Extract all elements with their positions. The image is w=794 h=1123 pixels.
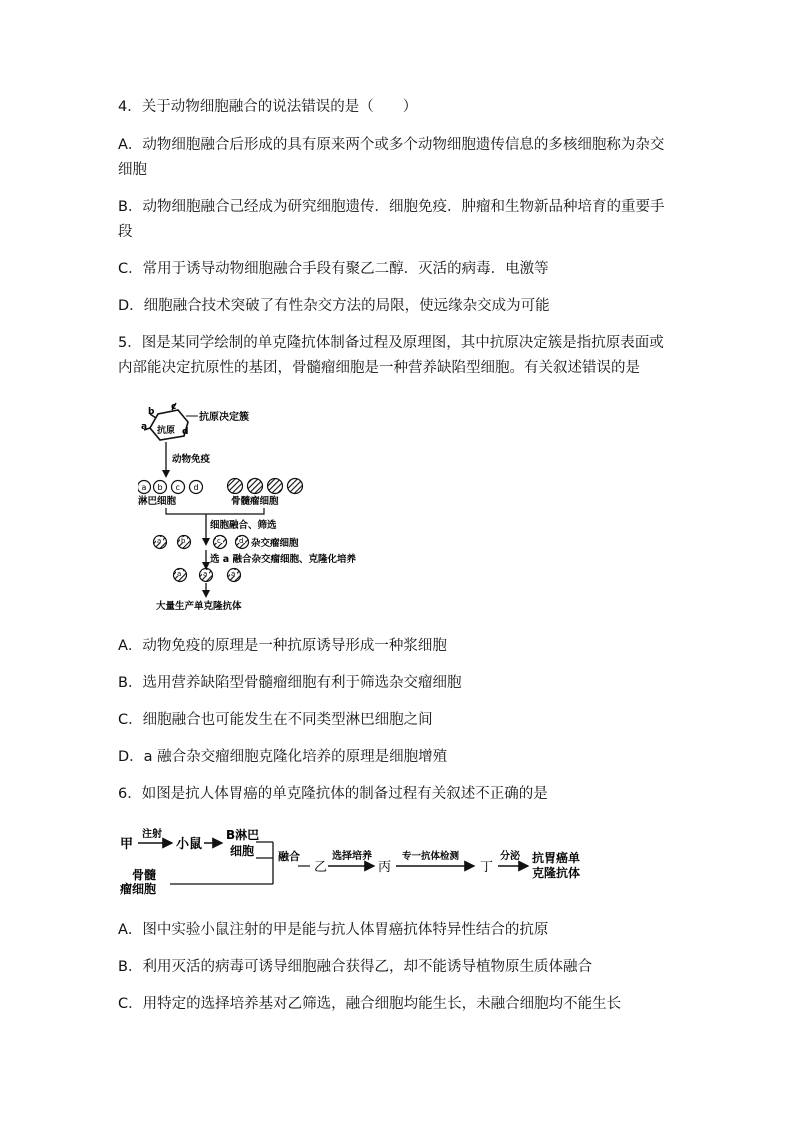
flow-detect-label: 专一抗体检测 (402, 851, 460, 862)
lymph-letter-c: c (175, 483, 180, 492)
q5-option-c: C．细胞融合也可能发生在不同类型淋巴细胞之间 (118, 712, 433, 728)
flow-yi: 乙 (314, 860, 328, 875)
lymph-letter-a: a (141, 483, 147, 492)
hybrid-label: 杂交瘤细胞 (251, 538, 299, 549)
flow-jia: 甲 (120, 837, 134, 852)
flow-b-cell-2: 细胞 (230, 844, 255, 858)
flow-product-2: 克隆抗体 (532, 866, 581, 880)
q4-option-a-line1: A．动物细胞融合后形成的具有原来两个或多个动物细胞遗传信息的多核细胞称为杂交 (118, 137, 665, 153)
selected-letter-a1: a (177, 570, 182, 578)
q6-option-a: A．图中实验小鼠注射的甲是能与抗人体胃癌抗体特异性结合的抗原 (118, 922, 549, 938)
lymph-letter-b: b (157, 483, 163, 492)
q5-stem-line1: 5．图是某同学绘制的单克隆抗体制备过程及原理图，其中抗原决定簇是指抗原表面或 (118, 335, 664, 351)
flow-secrete-label: 分泌 (500, 851, 520, 862)
selected-letter-a2: a (203, 570, 208, 578)
produce-label: 大量生产单克隆抗体 (156, 601, 242, 612)
flow-ding: 丁 (480, 860, 494, 875)
flow-inject-label: 注射 (142, 829, 162, 840)
q4-option-c: C．常用于诱导动物细胞融合手段有聚乙二醇．灭活的病毒．电激等 (118, 261, 549, 277)
lymph-label: 淋巴细胞 (138, 496, 177, 507)
q6-option-c: C．用特定的选择培养基对乙筛选，融合细胞均能生长，未融合细胞均不能生长 (118, 996, 622, 1012)
antigen-letter-c: c (171, 402, 177, 412)
q5-antibody-diagram (138, 400, 378, 612)
q4-stem: 4．关于动物细胞融合的说法错误的是（ ） (118, 99, 418, 115)
fusion-label: 细胞融合、筛选 (210, 520, 277, 531)
q4-option-b-line1: B．动物细胞融合己经成为研究细胞遗传．细胞免疫．肿瘤和生物新品种培育的重要手 (118, 199, 665, 215)
flow-mouse: 小鼠 (176, 837, 203, 852)
antigen-label: 抗原 (157, 426, 176, 436)
q6-option-b: B．利用灭活的病毒可诱导细胞融合获得乙，却不能诱导植物原生质体融合 (118, 959, 592, 975)
determinant-label: 抗原决定簇 (199, 412, 249, 423)
hybrid-letter-b: b (181, 537, 186, 545)
q6-flow-diagram (118, 822, 598, 897)
q4-option-d: D．细胞融合技术突破了有性杂交方法的局限，使远缘杂交成为可能 (118, 298, 550, 314)
lymph-letter-d: d (193, 483, 199, 492)
q5-option-a: A．动物免疫的原理是一种抗原诱导形成一种浆细胞 (118, 638, 447, 654)
selected-letter-a3: a (231, 570, 236, 578)
antigen-letter-a: a (141, 422, 148, 432)
q5-stem-line2: 内部能决定抗原性的基团，骨髓瘤细胞是一种营养缺陷型细胞。有关叙述错误的是 (118, 360, 640, 376)
hybrid-cells (154, 536, 249, 549)
flow-b-cell-1: B淋巴 (226, 828, 260, 842)
q4-option-a-line2: 细胞 (118, 162, 147, 178)
hybrid-letter-c: c (217, 537, 221, 545)
flow-myeloma-1: 骨髓 (132, 868, 157, 882)
q6-stem: 6．如图是抗人体胃癌的单克隆抗体的制备过程有关叙述不正确的是 (118, 786, 548, 802)
antigen-letter-b: b (148, 407, 155, 417)
q5-option-b: B．选用营养缺陷型骨髓瘤细胞有利于筛选杂交瘤细胞 (118, 675, 462, 691)
q5-option-d: D．a 融合杂交瘤细胞克隆化培养的原理是细胞增殖 (118, 749, 448, 765)
hybrid-letter-d: d (239, 537, 244, 545)
immune-label: 动物免疫 (172, 454, 211, 465)
q4-option-b-line2: 段 (118, 224, 133, 240)
hybrid-letter-a: a (157, 537, 162, 545)
flow-select-label: 选择培养 (332, 851, 372, 862)
select-label: 选 a 融合杂交瘤细胞、克隆化培养 (210, 554, 357, 565)
flow-myeloma-2: 瘤细胞 (120, 882, 157, 896)
myeloma-label: 骨髓瘤细胞 (231, 496, 279, 507)
flow-fuse-label: 融合 (278, 850, 300, 863)
antigen-letter-d: d (182, 427, 189, 437)
flow-product-1: 抗胃癌单 (532, 851, 581, 865)
myeloma-cells (228, 479, 303, 494)
flow-bing: 丙 (378, 860, 392, 875)
